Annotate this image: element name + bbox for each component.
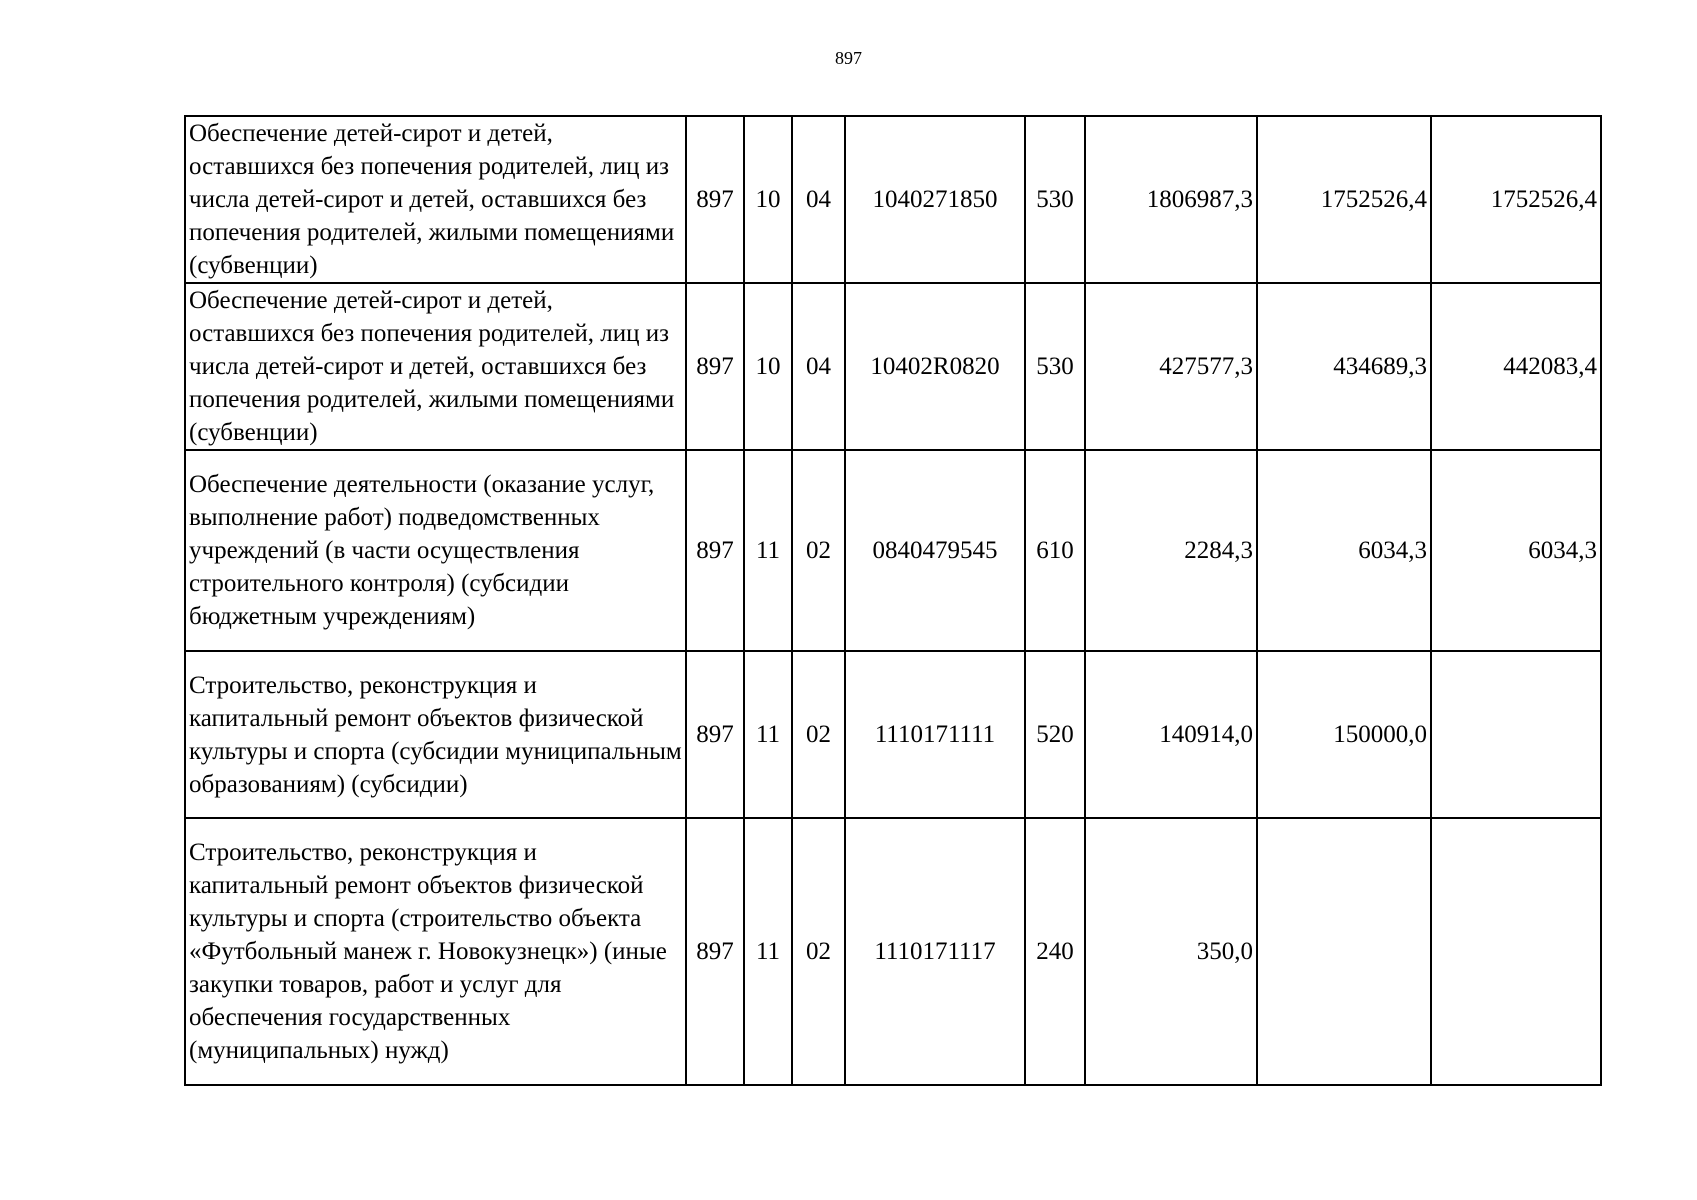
target-article-code: 1040271850 (845, 116, 1025, 283)
ministry-code: 897 (686, 818, 744, 1085)
amount-year-1: 140914,0 (1085, 651, 1257, 818)
page-number: 897 (835, 48, 862, 68)
expense-type-code: 240 (1025, 818, 1085, 1085)
ministry-code: 897 (686, 116, 744, 283)
amount-year-2: 1752526,4 (1257, 116, 1431, 283)
table-row (185, 450, 1601, 651)
expense-type-code: 530 (1025, 116, 1085, 283)
target-article-code: 0840479545 (845, 450, 1025, 651)
expense-type-code: 530 (1025, 283, 1085, 450)
section-code: 11 (744, 818, 792, 1085)
amount-year-2: 6034,3 (1257, 450, 1431, 651)
table-row (185, 651, 1601, 818)
row-description: Обеспечение детей-сирот и детей, оставшихся без попечения родителей, лиц из числа детей-сирот и детей, оставшихся без попечения родителей, жилыми помещениями (субвенции) (185, 116, 686, 283)
subsection-code: 02 (792, 818, 845, 1085)
table-row (185, 818, 1601, 1085)
section-code: 10 (744, 283, 792, 450)
section-code: 10 (744, 116, 792, 283)
amount-year-3: 6034,3 (1431, 450, 1601, 651)
amount-year-3: 1752526,4 (1431, 116, 1601, 283)
ministry-code: 897 (686, 283, 744, 450)
amount-year-2: 150000,0 (1257, 651, 1431, 818)
row-description: Строительство, реконструкция и капитальный ремонт объектов физической культуры и спорта (субсидии муниципальным образованиям) (субсидии) (185, 651, 686, 818)
subsection-code: 04 (792, 116, 845, 283)
amount-year-2: 434689,3 (1257, 283, 1431, 450)
amount-year-3 (1431, 818, 1601, 1085)
amount-year-1: 2284,3 (1085, 450, 1257, 651)
section-code: 11 (744, 450, 792, 651)
target-article-code: 10402R0820 (845, 283, 1025, 450)
expense-type-code: 610 (1025, 450, 1085, 651)
amount-year-2 (1257, 818, 1431, 1085)
table-row (185, 283, 1601, 450)
subsection-code: 04 (792, 283, 845, 450)
subsection-code: 02 (792, 450, 845, 651)
amount-year-1: 1806987,3 (1085, 116, 1257, 283)
amount-year-3 (1431, 651, 1601, 818)
section-code: 11 (744, 651, 792, 818)
amount-year-1: 427577,3 (1085, 283, 1257, 450)
target-article-code: 1110171111 (845, 651, 1025, 818)
subsection-code: 02 (792, 651, 845, 818)
target-article-code: 1110171117 (845, 818, 1025, 1085)
row-description: Обеспечение деятельности (оказание услуг, выполнение работ) подведомственных учреждений (в части осуществления строительного контроля) (субсидии бюджетным учреждениям) (185, 450, 686, 651)
budget-table (184, 115, 1602, 1086)
amount-year-3: 442083,4 (1431, 283, 1601, 450)
expense-type-code: 520 (1025, 651, 1085, 818)
row-description: Строительство, реконструкция и капитальный ремонт объектов физической культуры и спорта (строительство объекта «Футбольный манеж г. Новокузнецк») (иные закупки товаров, работ и услуг для обеспечения государственных (муниципальных) нужд) (185, 818, 686, 1085)
row-description: Обеспечение детей-сирот и детей, оставшихся без попечения родителей, лиц из числа детей-сирот и детей, оставшихся без попечения родителей, жилыми помещениями (субвенции) (185, 283, 686, 450)
ministry-code: 897 (686, 651, 744, 818)
table-row (185, 116, 1601, 283)
amount-year-1: 350,0 (1085, 818, 1257, 1085)
ministry-code: 897 (686, 450, 744, 651)
